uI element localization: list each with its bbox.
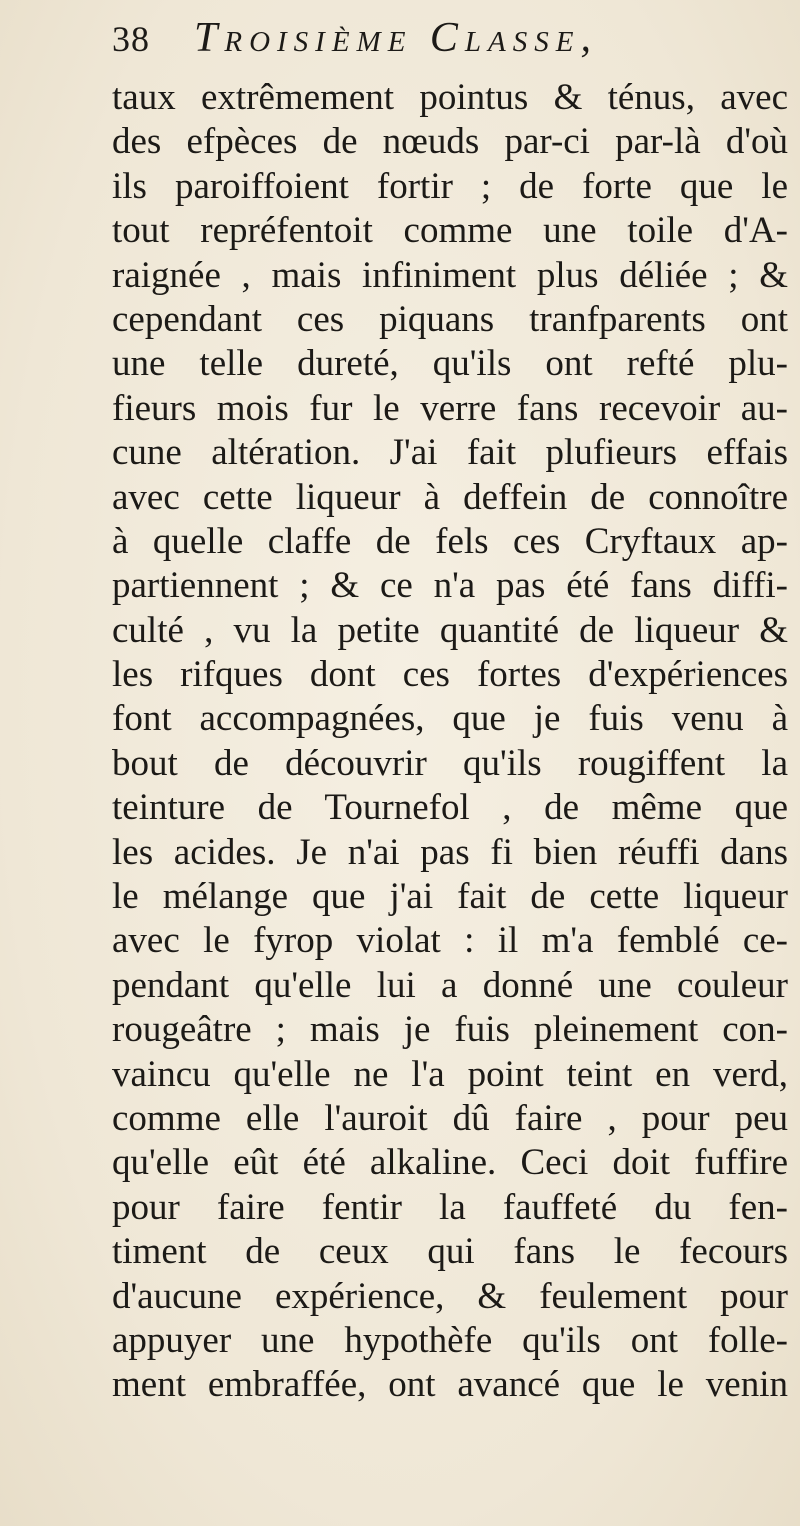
page-header — [112, 14, 692, 74]
text-line: pendant qu'elle lui a donné une couleur — [112, 964, 788, 1006]
text-line: comme elle l'auroit dû faire , pour peu — [112, 1097, 788, 1139]
text-line: bout de découvrir qu'ils rougiffent la — [112, 742, 788, 784]
text-line: à quelle claffe de fels ces Cryftaux ap- — [112, 520, 788, 562]
text-line: cependant ces piquans tranfparents ont — [112, 298, 788, 340]
text-line: ils paroiffoient fortir ; de forte que le — [112, 165, 788, 207]
running-title: Troisième Classe, — [194, 15, 598, 61]
text-line: pour faire fentir la fauffeté du fen- — [112, 1186, 788, 1228]
text-line: avec cette liqueur à deffein de connoître — [112, 476, 788, 518]
text-line: fieurs mois fur le verre fans recevoir au- — [112, 387, 788, 429]
text-line: des efpèces de nœuds par-ci par-là d'où — [112, 121, 788, 163]
text-line: rougeâtre ; mais je fuis pleinement con- — [112, 1009, 788, 1051]
text-line: les acides. Je n'ai pas fi bien réuffi dans — [112, 831, 788, 873]
text-line: raignée , mais infiniment plus déliée ; & — [112, 254, 788, 296]
text-line: teinture de Tournefol , de même que — [112, 787, 788, 829]
text-line: les rifques dont ces fortes d'expériences — [112, 654, 788, 696]
text-line: culté , vu la petite quantité de liqueur & — [112, 609, 788, 651]
text-body — [112, 76, 792, 1408]
text-line: qu'elle eût été alkaline. Ceci doit fuffire — [112, 1142, 788, 1184]
page-number: 38 — [112, 19, 150, 59]
text-line: ment embraffée, ont avancé que le venin — [112, 1364, 788, 1406]
text-line: cune altération. J'ai fait plufieurs effais — [112, 432, 788, 474]
text-line: une telle dureté, qu'ils ont refté plu- — [112, 343, 788, 385]
text-line: font accompagnées, que je fuis venu à — [112, 698, 788, 740]
text-line: vaincu qu'elle ne l'a point teint en verd, — [112, 1053, 788, 1095]
text-line: avec le fyrop violat : il m'a femblé ce- — [112, 920, 788, 962]
text-line: partiennent ; & ce n'a pas été fans diffi- — [112, 565, 788, 607]
text-line: timent de ceux qui fans le fecours — [112, 1231, 788, 1273]
text-line: appuyer une hypothèfe qu'ils ont folle- — [112, 1319, 788, 1361]
text-line: le mélange que j'ai fait de cette liqueur — [112, 876, 788, 918]
text-line: d'aucune expérience, & feulement pour — [112, 1275, 788, 1317]
text-line: taux extrêmement pointus & ténus, avec — [112, 77, 788, 118]
text-line: tout repréfentoit comme une toile d'A- — [112, 210, 788, 252]
